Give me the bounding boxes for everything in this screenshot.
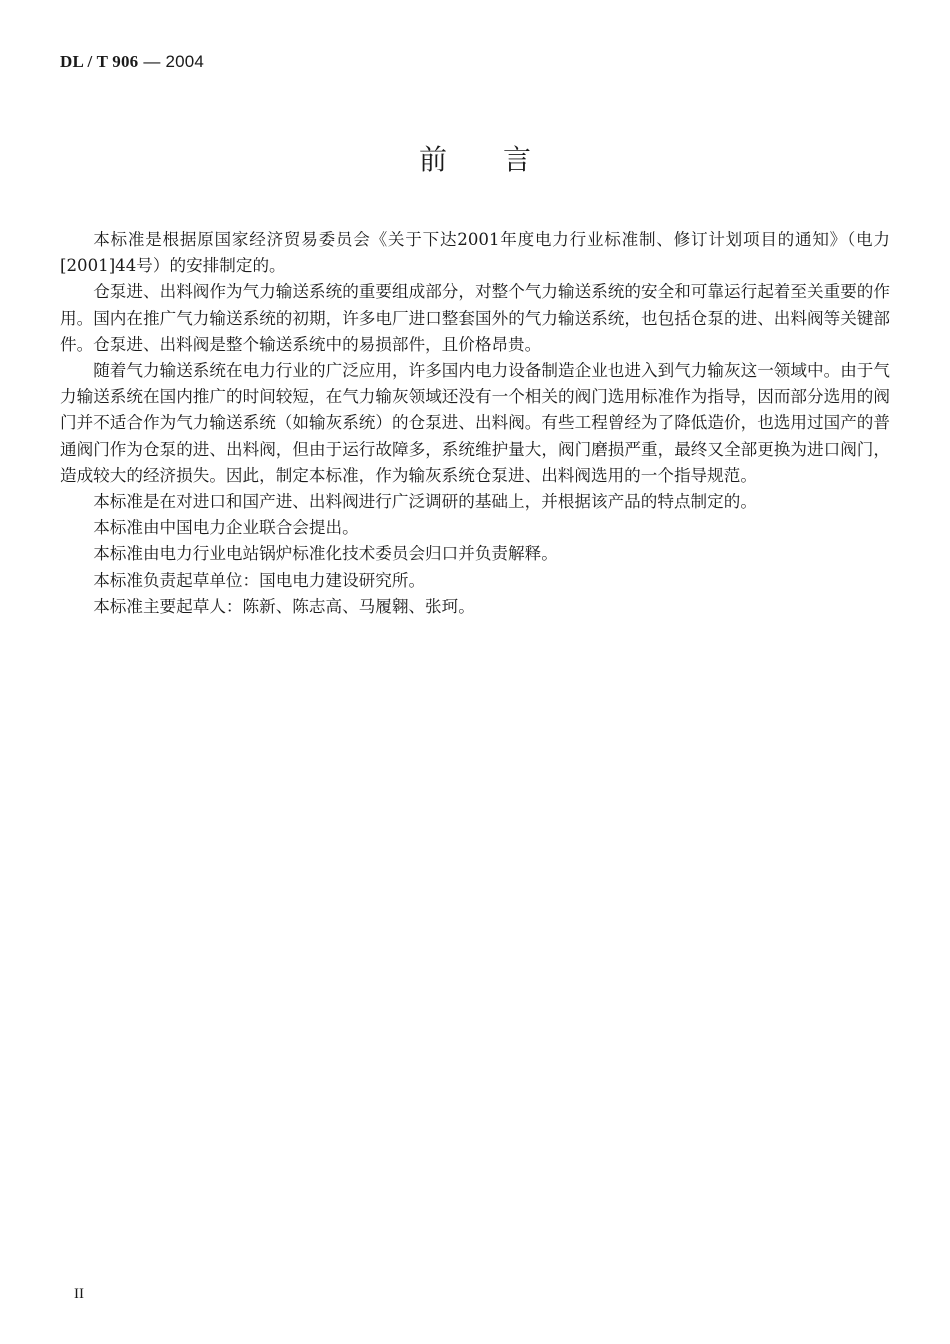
document-header [60, 52, 204, 72]
foreword-body [60, 227, 890, 620]
paragraph-drafters: 本标准主要起草人：陈新、陈志高、马履翱、张珂。 [93, 596, 475, 616]
paragraph-committee: 本标准由电力行业电站锅炉标准化技术委员会归口并负责解释。 [93, 544, 558, 564]
page-number: II [74, 1286, 84, 1302]
paragraph-background: 随着气力输送系统在电力行业的广泛应用，许多国内电力设备制造企业也进入到气力输灰这一领域中。由于气力输送系统在国内推广的时间较短，在气力输灰领域还没有一个相关的阀门选用标准作为指导，因而部分选用的阀门并不适合作为气力输送系统（如输灰系统）的仓泵进、出料阀。有些工程曾经为了降低造价，也选用过国产的普通阀门作为仓泵的进、出料阀，但由于运行故障多，系统维护量大，阀门磨损严重，最终又全部更换为进口阀门，造成较大的经济损失。因此，制定本标准，作为输灰系统仓泵进、出料阀选用的一个指导规范。 [60, 361, 890, 485]
paragraph-drafting-unit: 本标准负责起草单位：国电电力建设研究所。 [93, 570, 426, 590]
paragraph-importance: 仓泵进、出料阀作为气力输送系统的重要组成部分，对整个气力输送系统的安全和可靠运行起着至关重要的作用。国内在推广气力输送系统的初期，许多电厂进口整套国外的气力输送系统，也包括仓泵的进、出料阀等关键部件。仓泵进、出料阀是整个输送系统中的易损部件，且价格昂贵。 [60, 282, 890, 354]
paragraph-proposer: 本标准由中国电力企业联合会提出。 [93, 518, 359, 538]
paragraph-basis: 本标准是根据原国家经济贸易委员会《关于下达2001年度电力行业标准制、修订计划项目的通知》（电力[2001]44号）的安排制定的。 [60, 230, 890, 276]
page-title: 前言 [418, 143, 587, 176]
standard-year: 2004 [165, 52, 205, 71]
standard-code: DL / T 906 [60, 52, 139, 71]
paragraph-research: 本标准是在对进口和国产进、出料阀进行广泛调研的基础上，并根据该产品的特点制定的。 [93, 492, 757, 512]
header-dash: — [143, 52, 161, 71]
